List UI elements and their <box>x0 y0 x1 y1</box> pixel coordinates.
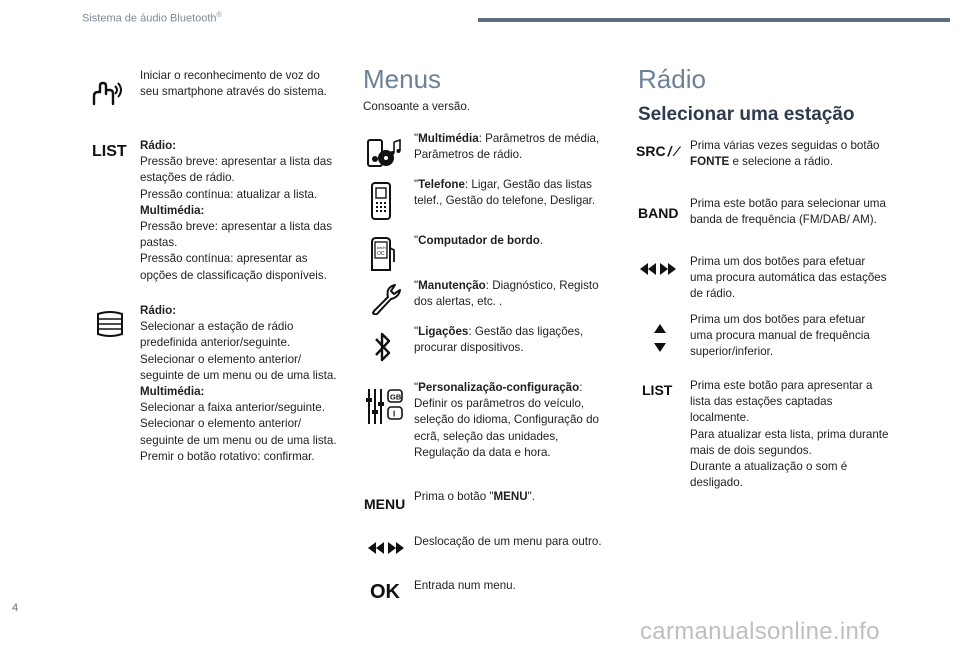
navigation-text: Deslocação de um menu para outro. <box>414 535 602 548</box>
ok-button-icon: OK <box>370 581 400 603</box>
menu-item-trip-computer: "Computador de bordo. <box>414 234 544 247</box>
menu-button-icon: MENU <box>364 496 406 512</box>
manual-tune-text: Prima um dos botões para efetuar uma procura manual de frequência superior/inferior. <box>690 313 870 359</box>
menu-item-maintenance: "Manutenção: Diagnóstico, Registo dos alertas, etc. . <box>414 279 599 309</box>
band-text: Prima este botão para selecionar uma banda de frequência (FM/DAB/ AM). <box>690 197 886 227</box>
voice-recognition-text: Iniciar o reconhecimento de voz do seu smartphone através do sistema. <box>140 69 327 99</box>
ok-text: Entrada num menu. <box>414 579 516 592</box>
svg-text:GB: GB <box>390 392 402 402</box>
page-header-title: Sistema de áudio Bluetooth® <box>82 12 222 25</box>
trip-computer-icon <box>368 236 396 277</box>
menu-item-personalisation: "Personalização-configuração: Definir os parâmetros do veículo, seleção do idioma, Configuração do ecrã, seleção das unidades, Regulação da data e hora. <box>414 381 599 459</box>
wrench-icon <box>368 283 402 320</box>
src-text: Prima várias vezes seguidas o botão FONTE e selecione a rádio. <box>690 139 880 169</box>
bluetooth-icon <box>373 330 393 369</box>
radio-heading: Rádio <box>638 64 706 94</box>
list-button-icon: LIST <box>92 143 127 160</box>
seek-arrows-icon <box>638 261 678 282</box>
src-button-icon: SRC / ⁄ <box>636 143 678 159</box>
thumbwheel-description: Rádio: Selecionar a estação de rádio predefinida anterior/seguinte. Selecionar o elemento anterior/ seguinte de um menu ou de uma lista. Multimédia: Selecionar a faixa anterior/seguinte. Selecionar o elemento anterior/ seguinte de um menu ou de uma lista. Premir o botão rotativo: confirmar. <box>140 304 337 463</box>
list-button-icon-radio: LIST <box>642 382 673 398</box>
menus-intro: Consoante a versão. <box>363 100 470 113</box>
menu-item-multimedia: "Multimédia: Parâmetros de média, Parâmetros de rádio. <box>414 132 600 162</box>
menu-item-connections: "Ligações: Gestão das ligações, procurar dispositivos. <box>414 325 584 355</box>
prev-next-arrows-icon <box>366 540 406 561</box>
select-station-heading: Selecionar uma estação <box>638 104 855 125</box>
voice-hand-icon <box>90 80 124 111</box>
list-radio-text: Prima este botão para apresentar a lista das estações captadas localmente. Para atualizar esta lista, prima durante mais de dois segundos. Durante a atualização o som é desligado. <box>690 379 889 490</box>
watermark: carmanualsonline.info <box>640 618 880 645</box>
svg-text:OC: OC <box>377 251 385 257</box>
band-button-icon: BAND <box>638 205 679 221</box>
svg-text:km/h: km/h <box>377 245 386 250</box>
seek-text: Prima um dos botões para efetuar uma procura automática das estações de rádio. <box>690 255 887 301</box>
svg-text:I: I <box>393 409 396 419</box>
thumbwheel-icon <box>95 310 125 343</box>
menu-item-telephone: "Telefone: Ligar, Gestão das listas telef., Gestão do telefone, Desligar. <box>414 178 596 208</box>
menu-button-text: Prima o botão "MENU". <box>414 490 535 503</box>
page-number: 4 <box>12 602 19 614</box>
up-down-arrows-icon <box>652 322 668 359</box>
header-bar <box>478 18 950 22</box>
multimedia-icon <box>366 136 404 175</box>
telephone-icon <box>370 182 392 225</box>
settings-sliders-icon <box>364 386 406 433</box>
menus-heading: Menus <box>363 64 442 94</box>
list-description: Rádio: Pressão breve: apresentar a lista das estações de rádio. Pressão contínua: atualizar a lista. Multimédia: Pressão breve: apresentar a lista das pastas. Pressão contínua: apresentar as opções de classificação disponíveis. <box>140 139 333 282</box>
